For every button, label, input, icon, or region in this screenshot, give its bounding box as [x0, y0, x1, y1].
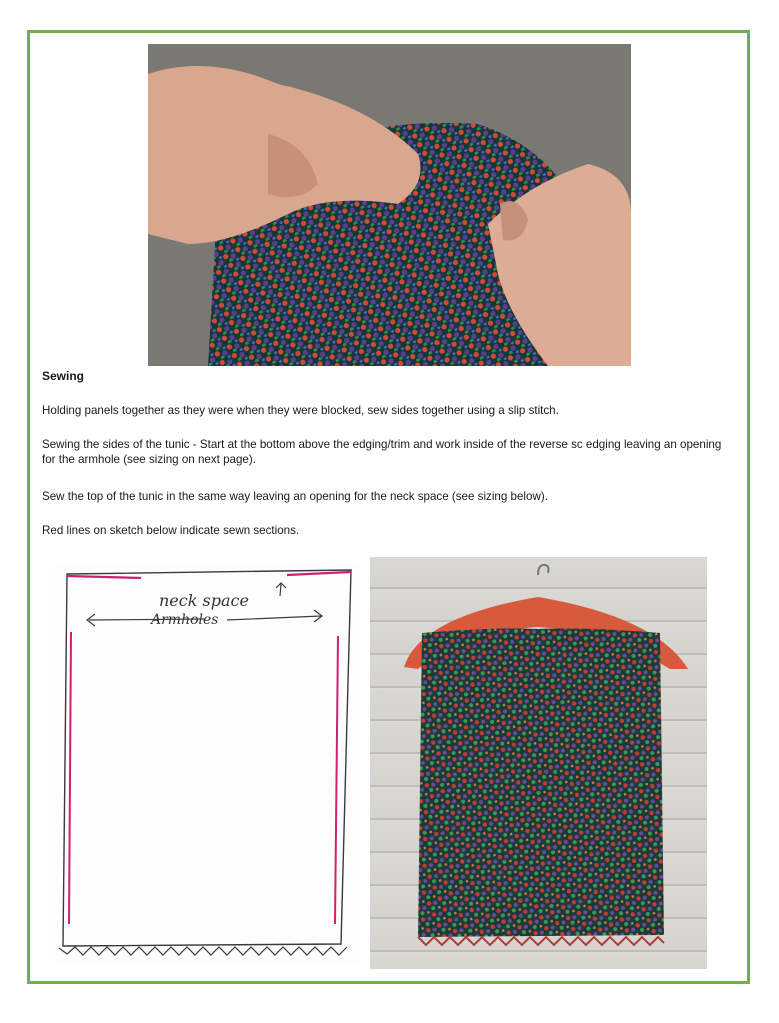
sewn-line-right-side	[335, 636, 338, 924]
neck-space-label: neck space	[159, 591, 249, 610]
sewn-line-top-right	[287, 572, 350, 575]
armholes-label: Armholes	[151, 612, 219, 628]
photo-finished-tunic-on-hanger	[370, 557, 707, 969]
sewing-sketch	[55, 564, 360, 964]
instruction-paragraph-4: Red lines on sketch below indicate sewn sections.	[42, 524, 300, 537]
instruction-paragraph-2: Sewing the sides of the tunic - Start at the bottom above the edging/trim and work inside of the reverse sc edging leaving an opening for the armhole (see sizing on next page).	[42, 438, 722, 466]
photo-hands-holding-crochet	[148, 44, 631, 366]
sewn-line-left-side	[69, 632, 71, 924]
instruction-paragraph-1: Holding panels together as they were when they were blocked, sew sides together using a slip stitch.	[42, 404, 559, 417]
sewn-line-top-left	[67, 576, 141, 578]
instruction-paragraph-3: Sew the top of the tunic in the same way leaving an opening for the neck space (see sizing below).	[42, 490, 548, 503]
section-heading: Sewing	[42, 369, 85, 383]
